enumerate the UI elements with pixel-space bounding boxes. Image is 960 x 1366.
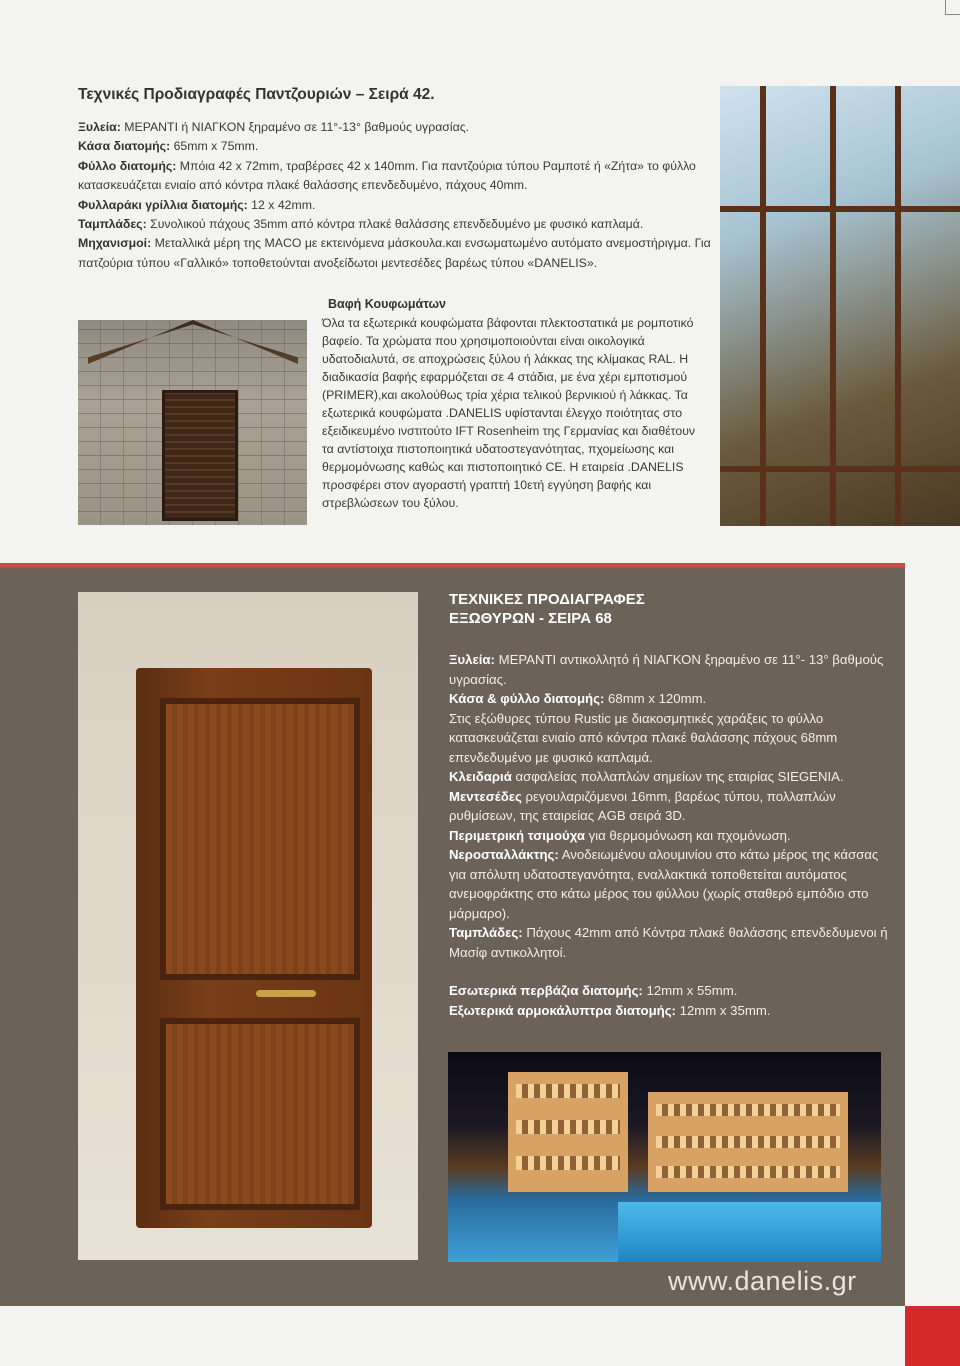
corner-red-block bbox=[905, 1306, 960, 1366]
painting-section bbox=[322, 297, 707, 512]
painting-title: Βαφή Κουφωμάτων bbox=[328, 297, 446, 311]
window-row bbox=[516, 1120, 620, 1134]
sunroom-photo bbox=[720, 86, 960, 526]
frame-post bbox=[830, 86, 836, 526]
website-url: www.danelis.gr bbox=[668, 1266, 857, 1296]
frame-post bbox=[760, 86, 766, 526]
window-row bbox=[656, 1166, 840, 1178]
exterior-line-1: Ξυλεία: ΜΕΡΑΝΤΙ αντικολλητό ή ΝΙΑΓΚΟΝ ξηραμένο σε 11°- 13° βαθμούς υγρασίας. bbox=[449, 652, 884, 687]
door-handle bbox=[256, 990, 316, 997]
painting-text: Όλα τα εξωτερικά κουφώματα βάφονται πλεκτοστατικά με ρομποτικό βαφείο. Τα χρώματα που χρησιμοποιούνται είναι οικολογικά υδατοδιαλυτά, σε αποχρώσεις ξύλου ή λάκκας της κλίμακας RAL. Η διαδικασία βαφής εφαρμόζεται σε 4 στάδια, με ένα χέρι εμποτισμού (PRIMER),και ακολούθως τρία χέρια τελικού βερνικιού ή λάκκας. Τα εξωτερικά κουφώματα .DANELIS υφίστανται έλεγχο ποιότητας στο εξειδικευμένο ινστιτούτο IFT Rosenheim της Γερμανίας και διαθέτουν τα αντίστοιχα πιστοποιητικά υδατοστεγανότητας, πχομείωσης και θερμομόνωσης καθώς και πιστοποιητικό CE. Η εταιρεία .DANELIS προσφέρει στον αγοραστή γραπτή 10ετή εγγύηση βαφής και στρεβλώσεων του ξύλου. bbox=[322, 316, 696, 510]
exterior-line-6: Περιμετρική τσιμούχα για θερμομόνωση και πχομόνωση. bbox=[449, 827, 791, 843]
shutters-line-5: Ταμπλάδες: Συνολικού πάχους 35mm από κόντρα πλακέ θαλάσσης επενδεδυμένο με φυσικό καπλαμά. bbox=[78, 217, 644, 232]
shutters-line-6: Μηχανισμοί: Μεταλλικά μέρη της MACO με εκτεινόμενα μάσκουλα.και ενσωματωμένο αυτόματο ανεμοστήριγμα. Για πατζούρια τύπου «Γαλλικό» τοποθετούνται ανοξείδωτοι μεντεσέδες βαρέως τύπου «DANELIS». bbox=[78, 236, 711, 270]
window-row bbox=[656, 1136, 840, 1148]
exterior-extra-1: Εσωτερικά περβάζια διατομής: 12mm x 55mm. bbox=[449, 983, 738, 998]
shutters-line-2: Κάσα διατομής: 65mm x 75mm. bbox=[78, 139, 259, 154]
door-leaf bbox=[136, 668, 372, 1228]
shutters-line-3: Φύλλο διατομής: Μπόια 42 x 72mm, τραβέρσες 42 x 140mm. Για παντζούρια τύπου Ραμποτέ ή «Ζήτα» το φύλλο κατασκευάζεται ενιαίο από κόντρα πλακέ θαλάσσης επενδεδυμένο, πάχους 40mm. bbox=[78, 158, 696, 193]
exterior-line-4: Κλειδαριά ασφαλείας πολλαπλών σημείων της εταιρίας SIEGENIA. bbox=[449, 769, 844, 784]
swimming-pool bbox=[618, 1202, 881, 1262]
window-row bbox=[516, 1156, 620, 1170]
shutters-line-4: Φυλλαράκι γρίλλια διατομής: 12 x 42mm. bbox=[78, 197, 316, 212]
window-row bbox=[516, 1084, 620, 1098]
hotel-pool-photo bbox=[448, 1052, 881, 1262]
shutters-title: Τεχνικές Προδιαγραφές Παντζουριών – Σειρά 42. bbox=[78, 86, 435, 103]
hotel-wing-right bbox=[648, 1092, 848, 1192]
exterior-line-7: Νεροσταλλάκτης: Ανοδειωμένου αλουμινίου στο κάτω μέρος της κάσσας για απόλυτη υδατοστεγανότητα, εναλλακτικά τοποθετείται αυτόματος ανεμοφράκτης στο κάτω μέρος του φύλλου (χωρίς σταθερό εμπόδιο στο μάρμαρο). bbox=[449, 847, 879, 921]
exterior-spec-section bbox=[449, 590, 889, 1020]
exterior-title: ΤΕΧΝΙΚΕΣ ΠΡΟΔΙΑΓΡΑΦΕΣ ΕΞΩΘΥΡΩΝ - ΣΕΙΡΑ 68 bbox=[449, 591, 645, 627]
hotel-wing-left bbox=[508, 1072, 628, 1192]
frame-beam bbox=[720, 466, 960, 472]
door-lower-panel bbox=[160, 1018, 360, 1210]
window-row bbox=[656, 1104, 840, 1116]
shutter-shelter-photo bbox=[78, 320, 307, 525]
exterior-extra-2: Εξωτερικά αρμοκάλυπτρα διατομής: 12mm x 35mm. bbox=[449, 1002, 771, 1018]
exterior-door-photo bbox=[78, 592, 418, 1260]
corner-crop-mark bbox=[945, 0, 960, 15]
exterior-line-3: Στις εξώθυρες τύπου Rustic με διακοσμητικές χαράξεις το φύλλο κατασκευάζεται ενιαίο από κόντρα πλακέ θαλάσσης πάχους 68mm επενδεδυμένο με φυσικό καπλαμά. bbox=[449, 710, 838, 765]
wood-shutter bbox=[162, 390, 238, 521]
accent-bar bbox=[0, 563, 905, 568]
frame-post bbox=[895, 86, 901, 526]
exterior-line-8: Ταμπλάδες: Πάχους 42mm από Κόντρα πλακέ θαλάσσης επενδεδυμενοι ή Μασίφ αντικολλητοί. bbox=[449, 925, 888, 960]
shutters-spec-section bbox=[78, 86, 718, 273]
spacer bbox=[449, 962, 889, 981]
frame-beam bbox=[720, 206, 960, 212]
exterior-line-5: Μεντεσέδες ρεγουλαριζόμενοι 16mm, βαρέως τύπου, πολλαπλών ρυθμίσεων, της εταιρείας AGB σειρά 3D. bbox=[449, 788, 836, 823]
exterior-line-2: Κάσα & φύλλο διατομής: 68mm x 120mm. bbox=[449, 691, 707, 706]
shutters-line-1: Ξυλεία: ΜΕΡΑΝΤΙ ή ΝΙΑΓΚΟΝ ξηραμένο σε 11°-13° βαθμούς υγρασίας. bbox=[78, 120, 470, 134]
door-upper-panel bbox=[160, 698, 360, 980]
